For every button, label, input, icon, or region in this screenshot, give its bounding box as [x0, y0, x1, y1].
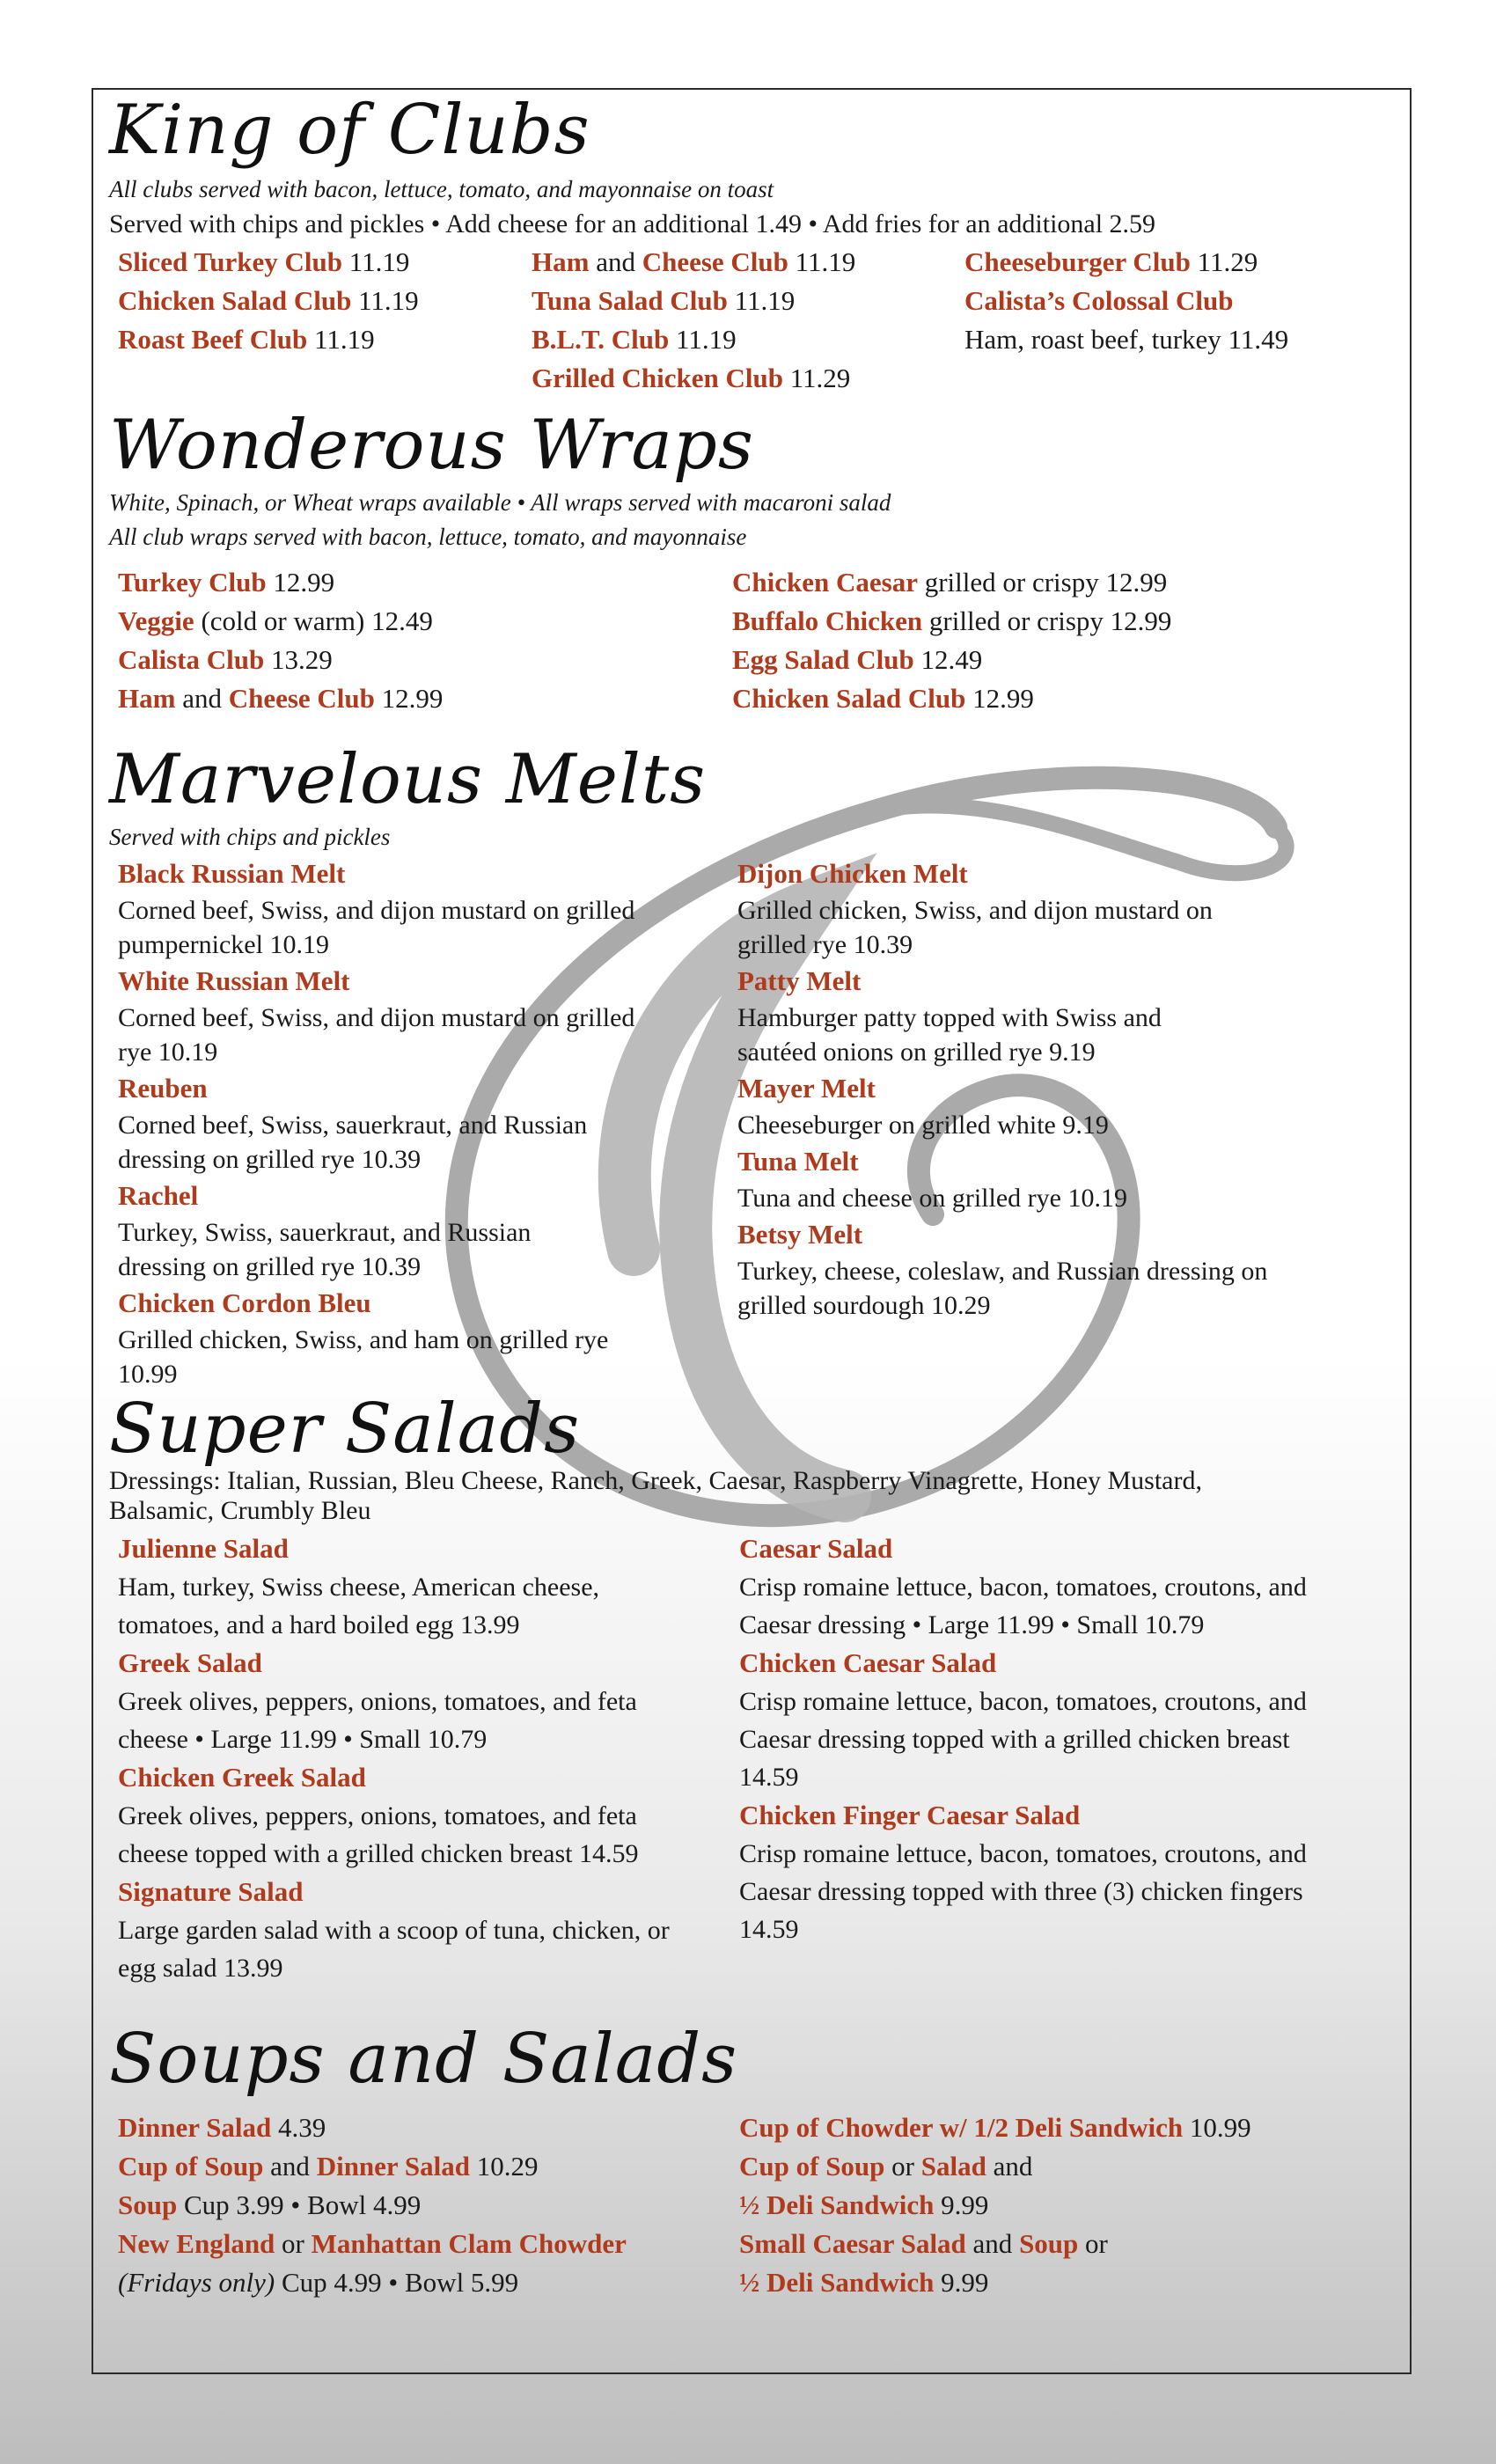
item-price: 12.49: [920, 643, 983, 675]
item-name: White Russian Melt: [118, 964, 350, 996]
item-conj: and: [596, 246, 635, 277]
item-description: 14.59: [739, 1914, 799, 1944]
menu-item: [737, 854, 1389, 962]
menu-item: [118, 2108, 739, 2147]
menu-item: [739, 2147, 1390, 2186]
melts-heading: Marvelous Melts: [109, 740, 707, 819]
item-name: Dijon Chicken Melt: [737, 857, 968, 889]
item-name: Turkey Club: [118, 566, 267, 598]
item-description: Tuna and cheese on grilled rye 10.19: [737, 1183, 1127, 1213]
soups-items: [109, 2108, 1394, 2302]
melts-col-right: [737, 854, 1389, 1391]
item-description: Crisp romaine lettuce, bacon, tomatoes, croutons, and: [739, 1572, 1307, 1602]
item-description: Greek olives, peppers, onions, tomatoes, and feta: [118, 1800, 637, 1830]
salads-section: [109, 1390, 1394, 1987]
item-description: Turkey, cheese, coleslaw, and Russian dressing on: [737, 1256, 1268, 1286]
wraps-section: [109, 406, 1394, 718]
item-name: Tuna Melt: [737, 1145, 859, 1177]
item-name: Rachel: [118, 1179, 199, 1211]
item-name: Roast Beef Club: [118, 323, 308, 355]
menu-item: [118, 282, 532, 320]
item-name: Salad: [920, 2150, 986, 2182]
item-conj: and: [972, 2227, 1013, 2259]
soups-heading: Soups and Salads: [109, 2020, 738, 2099]
item-description: Caesar dressing • Large 11.99 • Small 10.79: [739, 1610, 1205, 1639]
menu-item: [118, 563, 732, 602]
item-description: Hamburger patty topped with Swiss and: [737, 1002, 1162, 1032]
clubs-heading: King of Clubs: [109, 91, 590, 170]
item-name: Cheese Club: [642, 246, 788, 277]
menu-item: [532, 243, 964, 282]
item-name: Chicken Finger Caesar Salad: [739, 1799, 1081, 1830]
item-price: 13.29: [270, 643, 333, 675]
item-conj: or: [891, 2150, 914, 2182]
menu-item: [739, 2225, 1390, 2263]
item-name: Caesar Salad: [739, 1532, 893, 1564]
item-name: Signature Salad: [118, 1875, 304, 1907]
menu-item: [732, 679, 1383, 718]
item-price: 9.99: [941, 2266, 989, 2298]
item-name: Greek Salad: [118, 1646, 262, 1678]
menu-item: [118, 2147, 739, 2186]
menu-item: [118, 1529, 739, 1644]
menu-item: [118, 1177, 737, 1284]
menu-item: [118, 243, 532, 282]
item-description: Crisp romaine lettuce, bacon, tomatoes, croutons, and: [739, 1686, 1307, 1716]
menu-item: [118, 962, 737, 1069]
salads-items: [109, 1529, 1394, 1987]
item-price: 11.29: [789, 362, 851, 393]
item-price: 11.19: [348, 246, 410, 277]
melts-section: [109, 740, 1394, 1391]
item-description: Corned beef, Swiss, and dijon mustard on grilled: [118, 1002, 635, 1032]
item-note: (Fridays only): [118, 2266, 275, 2298]
item-price: Cup 3.99 • Bowl 4.99: [183, 2189, 422, 2220]
item-price: 11.29: [1197, 246, 1258, 277]
item-description: grilled sourdough 10.29: [737, 1290, 991, 1320]
menu-item: [732, 563, 1383, 602]
menu-item: [737, 1069, 1389, 1142]
item-description: Large garden salad with a scoop of tuna, chicken, or: [118, 1915, 670, 1945]
item-price: 11.19: [795, 246, 856, 277]
menu-item: [532, 320, 964, 359]
item-name: New England: [118, 2227, 275, 2259]
item-name: Ham: [532, 246, 590, 277]
item-name: Reuben: [118, 1072, 208, 1104]
menu-item: [737, 1215, 1389, 1323]
item-name: Small Caesar Salad: [739, 2227, 966, 2259]
item-description: egg salad 13.99: [118, 1953, 283, 1983]
item-price: 10.29: [476, 2150, 539, 2182]
menu-item: [737, 962, 1389, 1069]
melts-items: [109, 854, 1394, 1391]
item-name: Manhattan Clam Chowder: [311, 2227, 627, 2259]
item-price: 12.99: [972, 682, 1034, 714]
wraps-col-left: [109, 563, 732, 718]
salads-dressings-2: Balsamic, Crumbly Bleu: [109, 1495, 371, 1525]
item-price: 12.99: [381, 682, 444, 714]
item-description: Grilled chicken, Swiss, and dijon mustard on: [737, 895, 1213, 925]
item-description: Crisp romaine lettuce, bacon, tomatoes, croutons, and: [739, 1838, 1307, 1868]
menu-item: [739, 1529, 1390, 1644]
item-name: ½ Deli Sandwich: [739, 2266, 935, 2298]
salads-col-left: [109, 1529, 739, 1987]
item-name: Cup of Soup: [118, 2150, 264, 2182]
item-name: Soup: [118, 2189, 178, 2220]
menu-item: [739, 1644, 1390, 1796]
item-name: Soup: [1019, 2227, 1079, 2259]
menu-item: [732, 641, 1383, 679]
menu-item: [118, 679, 732, 718]
item-description: tomatoes, and a hard boiled egg 13.99: [118, 1610, 520, 1639]
menu-item: [118, 2225, 739, 2263]
item-description: dressing on grilled rye 10.39: [118, 1251, 422, 1281]
item-description: Ham, turkey, Swiss cheese, American cheese,: [118, 1572, 600, 1602]
item-price: grilled or crispy 12.99: [928, 605, 1172, 636]
wraps-col-right: [732, 563, 1383, 718]
clubs-col-1: [109, 243, 532, 398]
item-name: Calista Club: [118, 643, 265, 675]
melts-col-left: [109, 854, 737, 1391]
menu-item: [532, 282, 964, 320]
item-description: Corned beef, Swiss, and dijon mustard on grilled: [118, 895, 635, 925]
clubs-items: [109, 243, 1394, 398]
item-description: Ham, roast beef, turkey 11.49: [964, 323, 1289, 355]
item-name: Calista’s Colossal Club: [964, 284, 1234, 316]
item-price: (cold or warm) 12.49: [201, 605, 433, 636]
item-name: Ham: [118, 682, 176, 714]
item-name: Chicken Cordon Bleu: [118, 1287, 371, 1318]
item-name: Cup of Chowder w/ 1/2 Deli Sandwich: [739, 2111, 1184, 2143]
item-price: 11.19: [358, 284, 419, 316]
item-price: 12.99: [273, 566, 335, 598]
item-description: pumpernickel 10.19: [118, 929, 329, 959]
menu-item: [118, 1069, 737, 1177]
menu-item: [737, 1142, 1389, 1215]
item-name: Chicken Caesar: [732, 566, 918, 598]
item-name: Patty Melt: [737, 964, 862, 996]
soups-col-left: [109, 2108, 739, 2302]
clubs-col-2: [532, 243, 964, 398]
item-description: Caesar dressing topped with three (3) chicken fingers: [739, 1876, 1303, 1906]
item-conj: or: [282, 2227, 304, 2259]
item-description: Caesar dressing topped with a grilled chicken breast: [739, 1724, 1290, 1754]
item-name: Julienne Salad: [118, 1532, 289, 1564]
item-name: Cheese Club: [228, 682, 375, 714]
menu-item: [532, 359, 964, 398]
item-name: Cheeseburger Club: [964, 246, 1191, 277]
item-description: Grilled chicken, Swiss, and ham on grilled rye: [118, 1324, 609, 1354]
menu-item: [739, 1796, 1390, 1948]
menu-item: [118, 1644, 739, 1758]
item-name: Mayer Melt: [737, 1072, 876, 1104]
item-description: cheese • Large 11.99 • Small 10.79: [118, 1724, 488, 1754]
item-name: Chicken Salad Club: [118, 284, 352, 316]
soups-section: [109, 2020, 1394, 2302]
clubs-col-3: [964, 243, 1378, 398]
wraps-note-2: All club wraps served with bacon, lettuce, tomato, and mayonnaise: [109, 523, 747, 550]
item-description: 14.59: [739, 1762, 799, 1792]
soups-col-right: [739, 2108, 1390, 2302]
item-name: B.L.T. Club: [532, 323, 670, 355]
item-name: ½ Deli Sandwich: [739, 2189, 935, 2220]
item-name: Cup of Soup: [739, 2150, 885, 2182]
item-name: Sliced Turkey Club: [118, 246, 342, 277]
clubs-section: [109, 91, 1394, 398]
item-description: Greek olives, peppers, onions, tomatoes, and feta: [118, 1686, 637, 1716]
item-description: rye 10.19: [118, 1037, 218, 1067]
item-name: Grilled Chicken Club: [532, 362, 783, 393]
item-name: Betsy Melt: [737, 1218, 863, 1250]
item-name: Egg Salad Club: [732, 643, 914, 675]
item-name: Black Russian Melt: [118, 857, 346, 889]
melts-note: Served with chips and pickles: [109, 823, 391, 850]
wraps-items: [109, 563, 1394, 718]
item-name: Veggie: [118, 605, 194, 636]
menu-item: [739, 2186, 1390, 2225]
menu-item: [732, 602, 1383, 641]
menu-item: [964, 282, 1378, 320]
item-price: 11.19: [675, 323, 737, 355]
item-name: Dinner Salad: [118, 2111, 272, 2143]
item-name: Chicken Salad Club: [732, 682, 966, 714]
menu-item: [118, 320, 532, 359]
item-price: 11.19: [734, 284, 796, 316]
salads-heading: Super Salads: [109, 1390, 581, 1469]
menu-item: [118, 641, 732, 679]
item-name: Dinner Salad: [316, 2150, 470, 2182]
menu-item: [118, 854, 737, 962]
item-description: dressing on grilled rye 10.39: [118, 1144, 422, 1174]
wraps-heading: Wonderous Wraps: [109, 406, 754, 485]
item-name: Tuna Salad Club: [532, 284, 728, 316]
menu-item: [118, 1758, 739, 1873]
menu-item: [964, 243, 1378, 282]
item-name: Chicken Caesar Salad: [739, 1646, 997, 1678]
item-conj: and: [182, 682, 222, 714]
menu-item: [118, 2186, 739, 2225]
item-price: 9.99: [941, 2189, 989, 2220]
menu-item: [739, 2108, 1390, 2147]
menu-item: [118, 1284, 737, 1391]
menu-item: [739, 2263, 1390, 2302]
salads-col-right: [739, 1529, 1390, 1987]
item-price: grilled or crispy 12.99: [924, 566, 1168, 598]
item-description: Corned beef, Swiss, sauerkraut, and Russian: [118, 1110, 588, 1140]
item-name: Buffalo Chicken: [732, 605, 923, 636]
item-conj: or: [1085, 2227, 1108, 2259]
item-price: 11.19: [314, 323, 375, 355]
item-description: Cheeseburger on grilled white 9.19: [737, 1110, 1109, 1140]
item-description: Turkey, Swiss, sauerkraut, and Russian: [118, 1217, 532, 1247]
salads-dressings-1: Dressings: Italian, Russian, Bleu Cheese, Ranch, Greek, Caesar, Raspberry Vinagrette, Honey Mustard,: [109, 1465, 1202, 1495]
item-price: Cup 4.99 • Bowl 5.99: [281, 2266, 519, 2298]
item-description: grilled rye 10.39: [737, 929, 913, 959]
item-price: 10.99: [1189, 2111, 1251, 2143]
menu-item: [118, 602, 732, 641]
clubs-note-1: All clubs served with bacon, lettuce, tomato, and mayonnaise on toast: [109, 175, 774, 202]
item-price: 4.39: [278, 2111, 326, 2143]
item-conj: and: [993, 2150, 1033, 2182]
clubs-note-2: Served with chips and pickles • Add cheese for an additional 1.49 • Add fries for an additional 2.59: [109, 209, 1156, 238]
item-conj: and: [270, 2150, 310, 2182]
item-description: 10.99: [118, 1359, 178, 1389]
wraps-note-1: White, Spinach, or Wheat wraps available • All wraps served with macaroni salad: [109, 488, 891, 516]
item-name: Chicken Greek Salad: [118, 1761, 366, 1793]
menu-item: [118, 1873, 739, 1987]
item-description: sautéed onions on grilled rye 9.19: [737, 1037, 1096, 1067]
menu-item: [118, 2263, 739, 2302]
item-description: cheese topped with a grilled chicken breast 14.59: [118, 1838, 639, 1868]
